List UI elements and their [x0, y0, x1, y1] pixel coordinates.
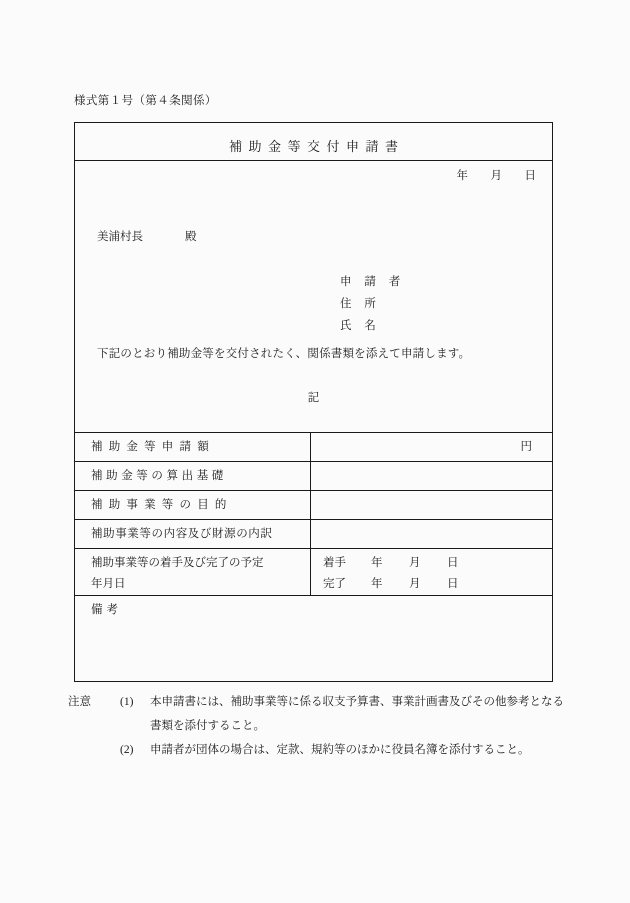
form-number-label: 様式第１号（第４条関係） [74, 95, 217, 107]
row-label-cell [75, 520, 311, 549]
row-value-cell[interactable] [311, 491, 553, 520]
applicant-name-label: 氏 名 [340, 320, 381, 332]
schedule-label-cell [75, 549, 311, 596]
schedule-value-cell[interactable] [311, 549, 553, 596]
application-statement: 下記のとおり補助金等を交付されたく、関係書類を添えて申請します。 [97, 348, 471, 360]
applicant-address-label: 住 所 [340, 298, 381, 310]
table-row [75, 520, 552, 549]
row-value [311, 491, 552, 519]
addressee-line [97, 228, 197, 244]
table-row-remarks [75, 596, 552, 675]
row-label-cell [75, 491, 311, 520]
schedule-label-line2: 年月日 [91, 578, 126, 590]
date-month-label: 月 [490, 170, 502, 182]
note-marker: (1) [120, 696, 134, 708]
page-title: 補助金等交付申請書 [228, 139, 405, 154]
table-row [75, 433, 552, 462]
schedule-finish-day: 日 [447, 578, 459, 590]
row-label: 補助事業等の目的 [91, 499, 233, 511]
application-details-table [75, 433, 552, 674]
form-header-section [75, 123, 552, 433]
row-label-cell [75, 462, 311, 491]
row-value-cell[interactable] [311, 520, 553, 549]
row-value-cell[interactable] [311, 433, 553, 462]
schedule-start-row [323, 553, 552, 574]
addressee-recipient: 美浦村長 [97, 231, 143, 243]
date-line [457, 167, 537, 183]
date-day-label: 日 [524, 170, 536, 182]
schedule-label [75, 549, 310, 595]
schedule-finish-month: 月 [409, 578, 421, 590]
remarks-cell[interactable] [75, 596, 552, 675]
schedule-finish-label: 完了 [323, 578, 346, 590]
applicant-label: 申 請 者 [340, 276, 406, 288]
row-value-cell[interactable] [311, 462, 553, 491]
row-label: 補助金等申請額 [91, 441, 215, 453]
schedule-label-line1: 補助事業等の着手及び完了の予定 [91, 557, 264, 569]
row-value: 円 [520, 441, 532, 453]
schedule-start-label: 着手 [323, 557, 346, 569]
applicant-block [340, 271, 405, 337]
note-text: 申請者が団体の場合は、定款、規約等のほかに役員名簿を添付すること。 [150, 744, 530, 756]
ki-marker: 記 [307, 392, 320, 404]
date-year-label: 年 [456, 170, 468, 182]
schedule-dates [311, 549, 552, 595]
addressee-honorific: 殿 [185, 231, 197, 243]
note-item [68, 690, 568, 738]
table-row [75, 462, 552, 491]
row-label: 補助事業等の内容及び財源の内訳 [91, 528, 273, 540]
note-text: 本申請書には、補助事業等に係る収支予算書、事業計画書及びその他参考となる書類を添付すること。 [150, 696, 564, 732]
title-divider [75, 160, 552, 161]
schedule-start-day: 日 [447, 557, 459, 569]
notes-heading: 注意 [68, 696, 91, 708]
note-marker: (2) [120, 744, 134, 756]
schedule-finish-year: 年 [371, 578, 383, 590]
row-value [311, 462, 552, 490]
row-label-cell [75, 433, 311, 462]
application-form-frame [74, 122, 553, 682]
table-row [75, 491, 552, 520]
table-row-schedule [75, 549, 552, 596]
row-value [311, 520, 552, 548]
schedule-start-month: 月 [409, 557, 421, 569]
remarks-label: 備考 [91, 604, 122, 616]
row-label: 補助金等の算出基礎 [91, 470, 227, 482]
note-item [120, 738, 568, 762]
schedule-start-year: 年 [371, 557, 383, 569]
schedule-finish-row [323, 574, 552, 595]
notes-section [68, 690, 568, 762]
